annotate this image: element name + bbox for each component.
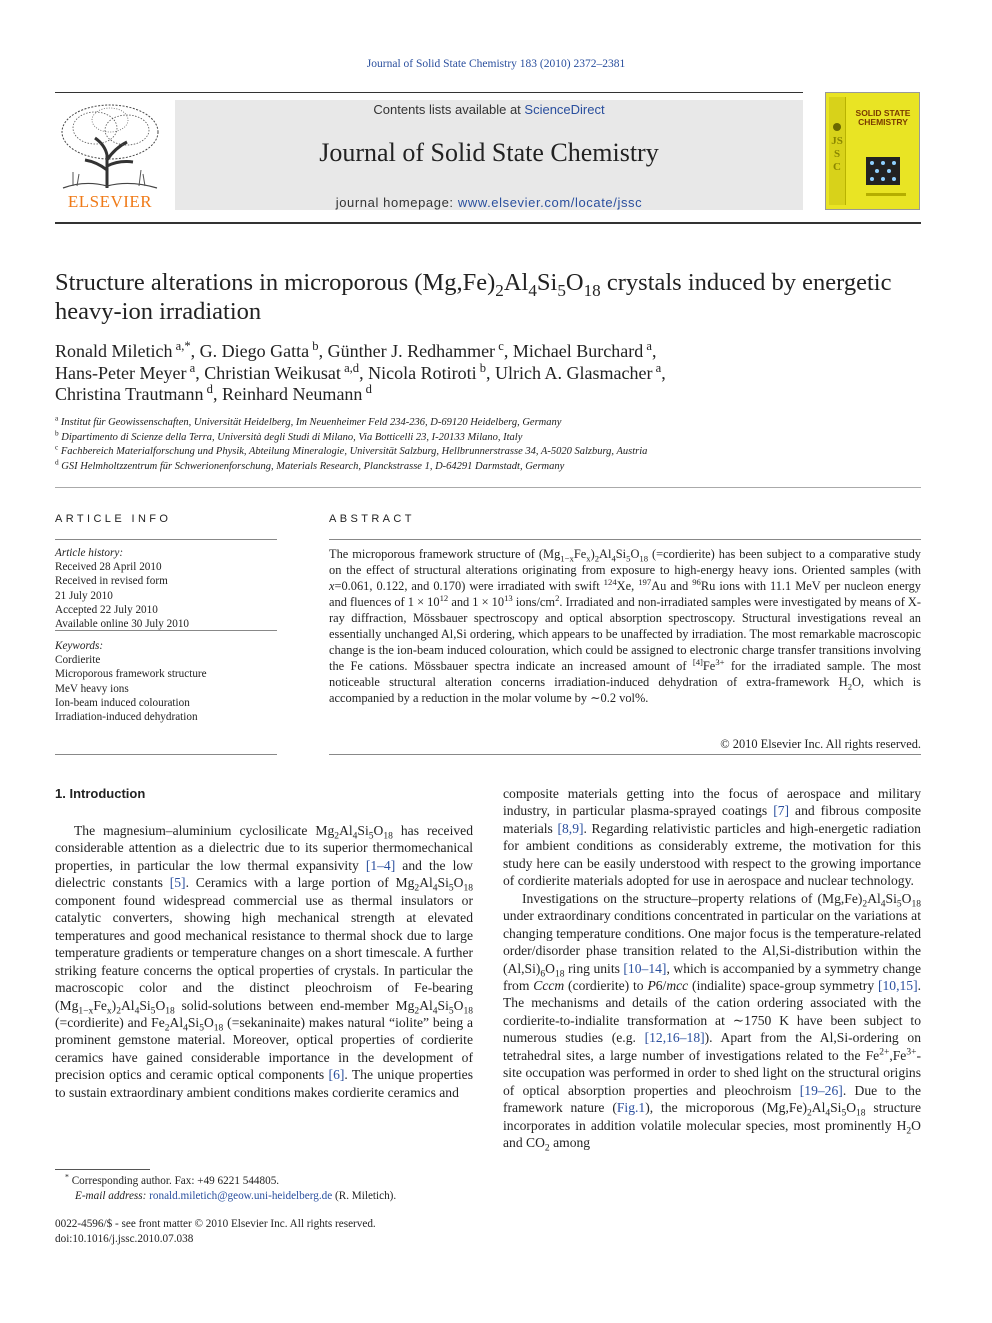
publisher-name: ELSEVIER: [67, 192, 153, 211]
contents-line: [175, 102, 803, 117]
cover-title-line2: CHEMISTRY: [858, 117, 908, 127]
issn-line: 0022-4596/$ - see front matter © 2010 Elsevier Inc. All rights reserved.: [55, 1218, 376, 1230]
email-label: E-mail address:: [75, 1189, 147, 1202]
sciencedirect-link[interactable]: ScienceDirect: [524, 102, 605, 117]
history-item: Received in revised form: [55, 575, 168, 588]
running-head[interactable]: Journal of Solid State Chemistry 183 (2010) 2372–2381: [366, 58, 626, 70]
corresponding-text: Corresponding author. Fax: +49 6221 544805.: [71, 1175, 280, 1187]
article-info-rule-bottom: [55, 754, 277, 755]
cover-title: [848, 109, 918, 127]
body-right-column: composite materials getting into the focus of aerospace and military industry, in particular plasma-sprayed coatings [7] and fibrous composite materials [8,9]. Regarding relativistic particles and high-energetic radiation for ambient conditions as considerably extreme, the motivation for this study here can be easily understood with respect to the growing importance of cordierite materials adopted for use in aerospace and nuclear technology. Investigations on the structure–property relations of $(Mg,Fe)_2Al_4Si_5O_{18}$ under extraordinary conditions concentrated in particular on the variations at changing temperature conditions. One major focus is the temperature-related order/disorder phase transition related to the Al,Si-distribution within the $(Al,Si)_6O_{18}$ ring units [10–14], which is accompanied by a symmetry change from Cccm (cordierite) to P6/mcc (indialite) space-group symmetry [10,15]. The mechanisms and details of the cation ordering associated with the cordierite-to-indialite transformation at ∼1750 K have been subject to numerous studies (e.g. [12,16–18]). Apart from the Al,Si-ordering on tetrahedral sites, a large number of investigations related to the $Fe^{2+},Fe^{3+}$-site occupation was performed in order to shed light on the structural origins of optical absorption properties and pleochroism [19–26]. Due to the framework nature (Fig.1), the microporous $(Mg,Fe)_2Al_4Si_5O_{18}$ structure incorporates in addition volatile molecular species, most prominently $H_2O$ and $CO_2$ among: [503, 786, 921, 1154]
header-rule: [55, 92, 803, 93]
cover-spine: [829, 97, 846, 205]
history-item: Available online 30 July 2010: [55, 618, 190, 631]
keywords: [55, 639, 277, 724]
section-heading-introduction: 1. Introduction: [55, 786, 146, 801]
asterisk-mark: *: [65, 1172, 69, 1182]
email-suffix: (R. Miletich).: [335, 1189, 397, 1202]
header-bottom-rule: [55, 222, 921, 224]
abstract-rule-bottom: [329, 754, 921, 755]
contents-prefix: Contents lists available at: [373, 102, 525, 117]
abstract-heading: ABSTRACT: [329, 513, 415, 525]
keyword-item: Microporous framework structure: [55, 668, 207, 681]
affiliation-list: $^a$ Institut für Geowissenschaften, Universität Heidelberg, Im Neuenheimer Feld 234-236, D-69120 Heidelberg, Germany $^b$ Dipartimento di Scienze della Terra, Università degli Studi di Milano, Via Botticelli 23, I-20133 Milano, Italy $^c$ Fachbereich Materialforschung und Physik, Abteilung Mineralogie, Universität Salzburg, Hellbrunnerstrasse 34, A-5020 Salzburg, Austria $^d$ GSI Helmholtzzentrum für Schwerionenforschung, Materials Research, Planckstrasse 1, D-64291 Darmstadt, Germany: [55, 413, 648, 472]
cover-lattice-icon: [866, 157, 900, 185]
abstract-body: The microporous framework structure of $(Mg_{1-x}Fe_x)_2Al_4Si_5O_{18}$ (=cordierite) has been subject to a comparative study on the effect of structural alterations originating from exposure to high-energy heavy ions. Oriented samples (with x=0.061, 0.122, and 0.170) were irradiated with swift $^{124}$Xe, $^{197}$Au and $^{96}$Ru ions with 11.1 MeV per nucleon energy and fluences of $1 \times 10^{12}$ and $1 \times 10^{13}$ ions/$cm^2$. Irradiated and non-irradiated samples were investigated by means of X-ray diffraction, Mössbauer spectroscopy and optical absorption spectroscopy. Structural investigations reveal an essentially unchanged Al,Si ordering, which appears to be unaffected by irradiation. The most remarkable macroscopic change is the ion-beam induced colouration, which could be assigned to electronic charge transfer transitions involving the Fe cations. Mössbauer spectra indicate an increased amount of $[4]Fe^{3+}$ for the irradiated sample. The most noticeable structural alteration concerns irradiation-induced dehydration of extra-framework $H_2O$, which is accompanied by a reduction in the molar volume by ∼0.2 vol%.: [329, 547, 922, 705]
article-info-rule-top: [55, 539, 277, 540]
journal-title: Journal of Solid State Chemistry: [319, 138, 659, 167]
cover-footer-bar: [866, 193, 906, 196]
cover-spine-text: JSSC: [831, 135, 843, 173]
keyword-item: MeV heavy ions: [55, 682, 129, 695]
author-list: Ronald Miletich $^{a,*}$, G. Diego Gatta $^b$, Günther J. Redhammer $^c$, Michael Burchard $^a$, Hans-Peter Meyer $^a$, Christian Weikusat $^{a,d}$, Nicola Rotiroti $^b$, Ulrich A. Glasmacher $^a$, Christina Trautmann $^d$, Reinhard Neumann $^d$: [55, 339, 666, 404]
homepage-line: [175, 195, 803, 210]
article-title: Structure alterations in microporous $(Mg,Fe)_2Al_4Si_5O_{18}$ crystals induced by energetic heavy-ion irradiation: [55, 269, 892, 325]
history-item: 21 July 2010: [55, 589, 113, 602]
homepage-prefix: journal homepage:: [335, 195, 458, 210]
abstract-rule-top: [329, 539, 921, 540]
cover-emblem-icon: [833, 123, 841, 131]
footnotes: [55, 1174, 473, 1203]
affiliation-rule: [55, 487, 921, 488]
keywords-label: Keywords:: [55, 640, 104, 652]
elsevier-logo[interactable]: [55, 100, 165, 212]
keyword-item: Irradiation-induced dehydration: [55, 711, 198, 724]
corresponding-footnote: [55, 1174, 473, 1189]
email-link[interactable]: ronald.miletich@geow.uni-heidelberg.de: [149, 1189, 333, 1202]
abstract-copyright: © 2010 Elsevier Inc. All rights reserved.: [720, 737, 921, 751]
cover-title-line1: SOLID STATE: [855, 108, 911, 118]
homepage-link[interactable]: www.elsevier.com/locate/jssc: [457, 195, 643, 210]
history-item: Accepted 22 July 2010: [55, 603, 158, 616]
email-footnote: [55, 1189, 473, 1204]
cover-crystal-image: [866, 157, 900, 185]
journal-cover-thumbnail[interactable]: [825, 92, 920, 210]
footnote-rule: [55, 1169, 150, 1170]
history-label: Article history:: [55, 547, 124, 559]
history-item: Received 28 April 2010: [55, 561, 162, 574]
article-history: [55, 546, 277, 631]
keyword-item: Ion-beam induced colouration: [55, 696, 190, 709]
article-info-heading: ARTICLE INFO: [55, 513, 172, 525]
body-left-column: The magnesium–aluminium cyclosilicate $Mg_2Al_4Si_5O_{18}$ has received considerable attention as a dielectric due to its superior thermomechanical properties, in particular the low thermal expansivity [1–4] and the low dielectric constants [5]. Ceramics with a large portion of $Mg_2Al_4Si_5O_{18}$ component found widespread commercial use as thermal insulators or catalytic converters, showing high mechanical strength at elevated temperatures and good mechanical resistance to thermal shock due to large temperature gradients or temperature changes on a short timescale. A further striking feature concerns the optical properties of crystals. In particular the macroscopic color and the distinct pleochroism of Fe-bearing $(Mg_{1-x}Fe_x)_2Al_4Si_5O_{18}$ solid-solutions between end-member $Mg_2Al_4Si_5O_{18}$ (=cordierite) and $Fe_2Al_4Si_5O_{18}$ (=sekaninaite) makes natural “iolite” being a prominent gemstone material. Moreover, optical properties of cordierite ceramics have gained considerable importance in the development of precision optics and ceramic optical components [6]. The unique properties to sustain extraordinary ambient conditions makes cordierite ceramics and: [55, 823, 474, 1100]
publication-meta: [55, 1217, 473, 1246]
doi-line[interactable]: doi:10.1016/j.jssc.2010.07.038: [55, 1232, 194, 1245]
keyword-item: Cordierite: [55, 654, 101, 667]
